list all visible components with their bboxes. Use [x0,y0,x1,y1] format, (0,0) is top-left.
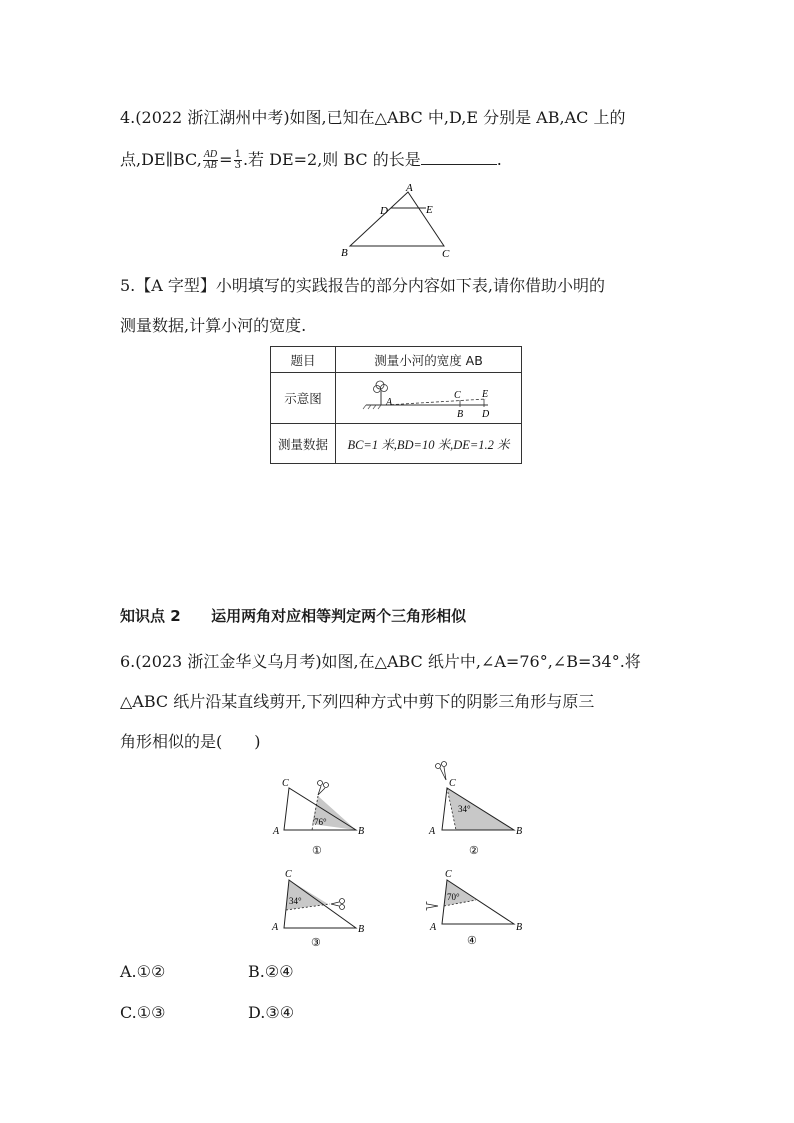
svg-text:70°: 70° [447,892,460,902]
svg-text:C: C [285,869,292,880]
table-cell-data-label: 测量数据 [271,424,336,464]
option-d[interactable]: D.③④ [248,1003,295,1022]
scissors-icon [318,781,329,796]
q5-line1: 5.【A 字型】小明填写的实践报告的部分内容如下表,请你借助小明的 [120,276,605,295]
table-cell-title-label: 题目 [271,347,336,373]
section-heading [120,606,466,626]
q4-label-b: B [341,247,348,259]
river-diagram [336,373,521,423]
table-cell-title-value: 测量小河的宽度 AB [336,347,522,373]
svg-text:B: B [516,826,523,837]
svg-text:76°: 76° [314,817,327,827]
svg-text:D: D [482,409,490,420]
q6-figure-4 [426,866,536,952]
svg-text:C: C [449,778,456,789]
q6-figure-1 [268,776,378,862]
svg-text:A: A [386,397,393,408]
svg-text:C: C [282,778,289,789]
svg-text:B: B [358,826,365,837]
report-table [270,346,522,464]
q5-line2: 测量数据,计算小河的宽度. [120,316,307,335]
svg-text:34°: 34° [458,804,471,814]
section-title: 运用两角对应相等判定两个三角形相似 [211,607,467,625]
table-cell-data-value: BC=1 米,BD=10 米,DE=1.2 米 [336,424,522,464]
svg-text:③: ③ [311,937,321,949]
scissors-icon [426,901,438,912]
table-cell-diagram [336,373,522,424]
q4-line2-post: .若 DE=2,则 BC 的长是 [242,150,421,169]
q4-line2-pre: 点,DE∥BC, [120,150,202,169]
option-b[interactable]: B.②④ [248,962,294,981]
svg-text:34°: 34° [289,896,302,906]
option-a[interactable]: A.①② [120,962,166,981]
svg-text:C: C [454,390,461,401]
q6-line2: △ABC 纸片沿某直线剪开,下列四种方式中剪下的阴影三角形与原三 [120,692,595,711]
q6-line1: 6.(2023 浙江金华义乌月考)如图,在△ABC 纸片中,∠A=76°,∠B=34°.将 [120,652,641,671]
table-cell-diagram-label: 示意图 [271,373,336,424]
q4-triangle-figure [340,184,460,260]
q4-fraction-one-third: $\frac{1}{3}$ [234,149,241,171]
q6-line3: 角形相似的是( ) [120,732,261,751]
svg-text:B: B [358,924,365,935]
option-c[interactable]: C.①③ [120,1003,166,1022]
svg-text:A: A [430,922,437,933]
svg-text:C: C [445,869,452,880]
q4-label-c: C [442,248,450,260]
q4-fraction-ad-ab: $\frac{AD}{AB}$ [203,149,218,171]
q6-figure-2 [426,760,536,862]
svg-text:②: ② [469,845,479,857]
svg-text:B: B [516,922,523,933]
q4-label-e: E [426,204,433,216]
section-label: 知识点 2 [120,607,181,625]
q4-label-a: A [406,184,413,194]
q4-line1: 4.(2022 浙江湖州中考)如图,已知在△ABC 中,D,E 分别是 AB,AC 上的 [120,108,626,127]
svg-text:A: A [273,826,280,837]
scissors-icon [436,762,447,781]
scissors-icon [331,899,345,910]
q6-figure-3 [268,866,378,952]
q4-line2: 点,DE∥BC, $\frac{AD}{AB}$ = $\frac{1}{3}$ .若 DE=2,则 BC 的长是 . [120,149,502,171]
svg-text:A: A [429,826,436,837]
svg-text:E: E [482,389,489,400]
q4-label-d: D [380,205,388,217]
svg-text:B: B [457,409,464,420]
svg-text:④: ④ [467,935,477,947]
svg-text:①: ① [312,845,322,857]
answer-blank[interactable] [421,150,497,165]
svg-text:A: A [272,922,279,933]
